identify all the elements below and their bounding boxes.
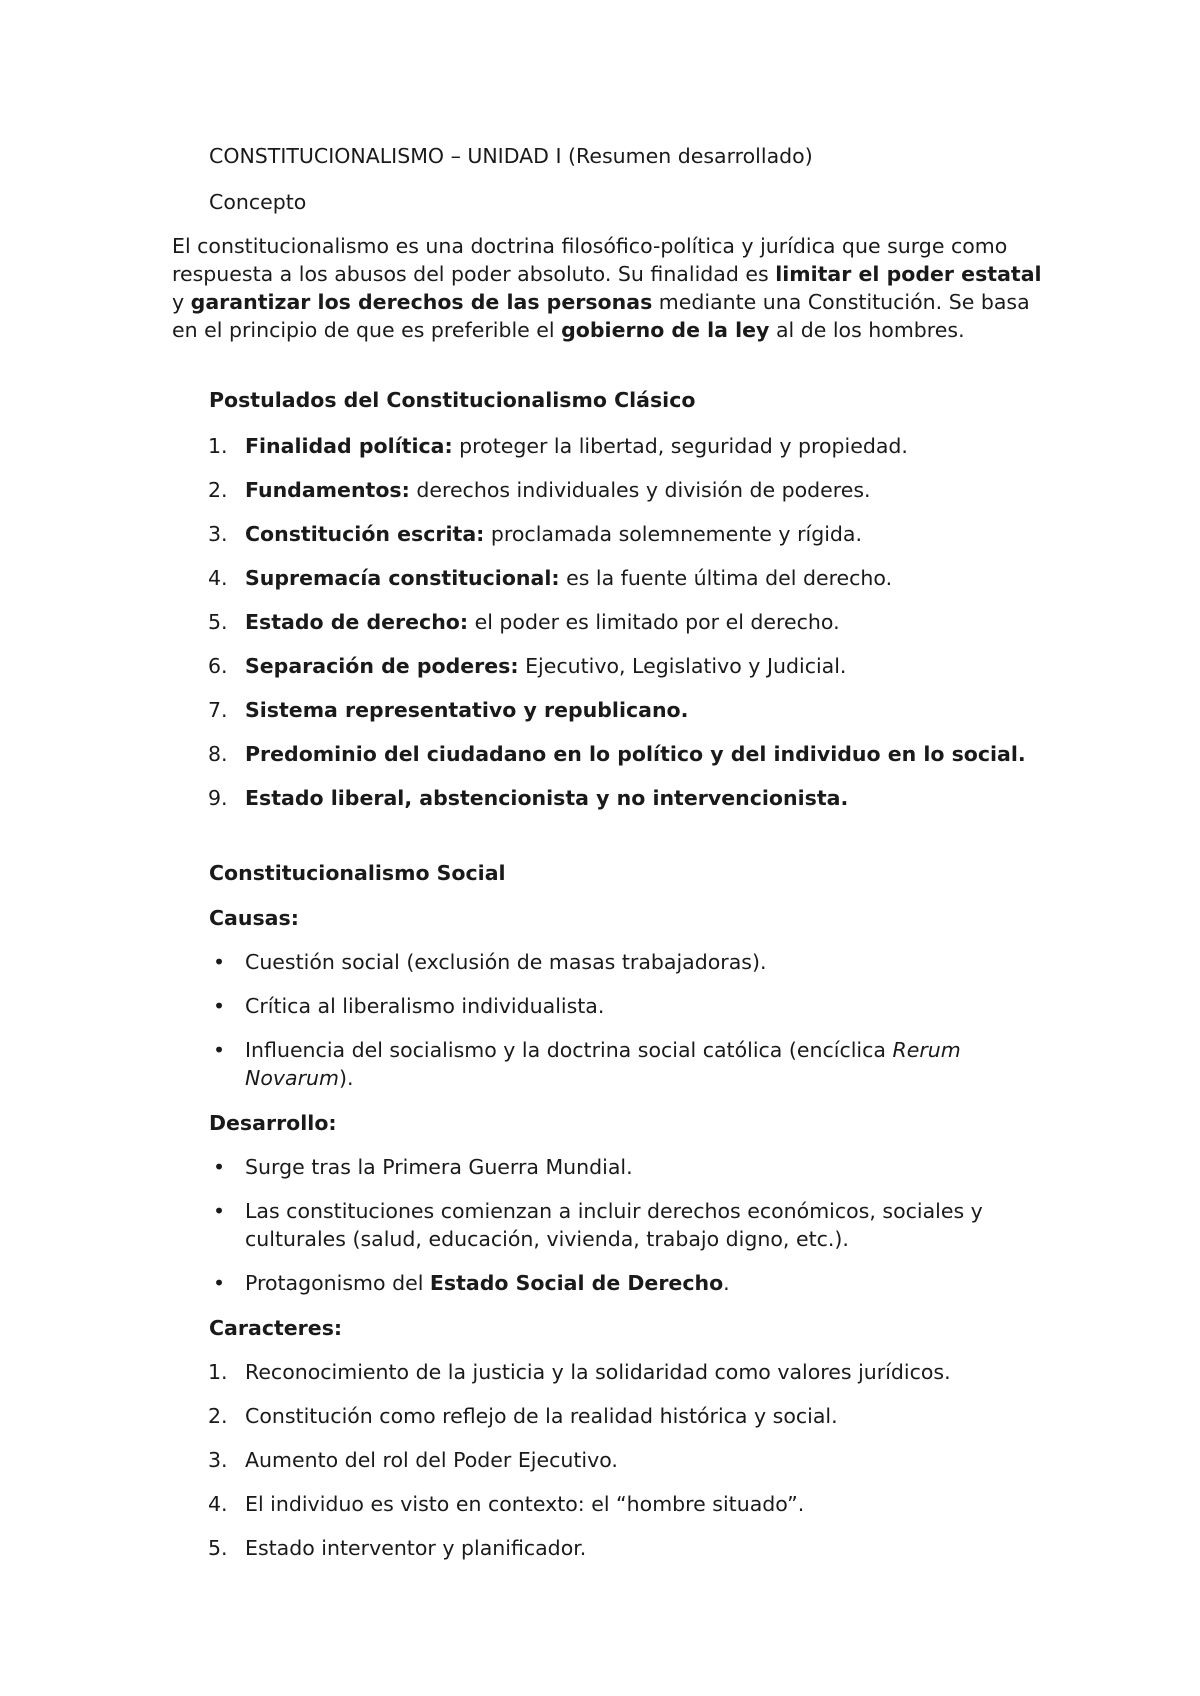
postulado-text: el poder es limitado por el derecho. xyxy=(468,610,840,634)
list-item xyxy=(172,1446,1052,1474)
bullet-icon: • xyxy=(213,950,226,974)
bullet-icon: • xyxy=(213,994,226,1018)
postulado-title: Supremacía constitucional: xyxy=(245,566,560,590)
heading-causas: Causas: xyxy=(209,906,299,930)
heading-postulados: Postulados del Constitucionalismo Clásico xyxy=(209,388,696,412)
list-item xyxy=(172,1490,1052,1518)
list-item xyxy=(172,520,1052,548)
causa-text: Influencia del socialismo y la doctrina social católica (encíclica xyxy=(245,1038,893,1062)
list-item xyxy=(172,1534,1052,1562)
concepto-bold-3: gobierno de la ley xyxy=(561,318,770,342)
desarrollo-after: . xyxy=(723,1271,730,1295)
causa-after: ). xyxy=(338,1066,354,1090)
list-item xyxy=(172,1402,1052,1430)
list-item xyxy=(172,1036,1052,1092)
causa-italic: Rerum Novarum xyxy=(245,1038,961,1090)
list-number: 2. xyxy=(208,1404,228,1428)
list-item xyxy=(172,476,1052,504)
list-item xyxy=(172,564,1052,592)
concepto-text-4: al de los hombres. xyxy=(769,318,965,342)
list-number: 1. xyxy=(208,1360,228,1384)
postulado-text: Ejecutivo, Legislativo y Judicial. xyxy=(518,654,847,678)
list-number: 5. xyxy=(208,1536,228,1560)
caracter-text: Estado interventor y planificador. xyxy=(245,1536,587,1560)
bullet-icon: • xyxy=(213,1038,226,1062)
document-title: CONSTITUCIONALISMO – UNIDAD I (Resumen desarrollado) xyxy=(209,144,813,168)
postulado-text: derechos individuales y división de poderes. xyxy=(409,478,871,502)
caracter-text: Aumento del rol del Poder Ejecutivo. xyxy=(245,1448,618,1472)
list-item xyxy=(172,1358,1052,1386)
caracter-text: Constitución como reflejo de la realidad histórica y social. xyxy=(245,1404,838,1428)
list-item xyxy=(172,740,1052,768)
concepto-text-2: y xyxy=(172,290,191,314)
bullet-icon: • xyxy=(213,1155,226,1179)
postulado-text: proclamada solemnemente y rígida. xyxy=(484,522,862,546)
list-number: 1. xyxy=(208,434,228,458)
list-item xyxy=(172,948,1052,976)
desarrollo-text: Las constituciones comienzan a incluir derechos económicos, sociales y culturales (salud, educación, vivienda, trabajo digno, etc.). xyxy=(245,1199,983,1251)
heading-caracteres: Caracteres: xyxy=(209,1316,343,1340)
causas-list xyxy=(172,948,1052,1108)
concepto-bold-2: garantizar los derechos de las personas xyxy=(190,290,653,314)
postulado-title: Sistema representativo y republicano. xyxy=(245,698,689,722)
list-number: 6. xyxy=(208,654,228,678)
list-number: 5. xyxy=(208,610,228,634)
desarrollo-text: Protagonismo del xyxy=(245,1271,430,1295)
postulado-title: Constitución escrita: xyxy=(245,522,485,546)
caracter-text: El individuo es visto en contexto: el “hombre situado”. xyxy=(245,1492,805,1516)
list-number: 8. xyxy=(208,742,228,766)
list-number: 3. xyxy=(208,522,228,546)
list-item xyxy=(172,1269,1052,1297)
list-item xyxy=(172,696,1052,724)
concepto-bold-1: limitar el poder estatal xyxy=(775,262,1042,286)
postulado-title: Estado liberal, abstencionista y no intervencionista. xyxy=(245,786,849,810)
list-item xyxy=(172,992,1052,1020)
postulado-title: Estado de derecho: xyxy=(245,610,469,634)
list-item xyxy=(172,652,1052,680)
list-number: 3. xyxy=(208,1448,228,1472)
list-item xyxy=(172,432,1052,460)
caracteres-list xyxy=(172,1358,1052,1578)
list-number: 9. xyxy=(208,786,228,810)
postulados-list xyxy=(172,432,1052,828)
list-number: 4. xyxy=(208,566,228,590)
desarrollo-text: Surge tras la Primera Guerra Mundial. xyxy=(245,1155,633,1179)
concepto-paragraph xyxy=(172,232,1052,344)
list-item xyxy=(172,608,1052,636)
postulado-text: proteger la libertad, seguridad y propiedad. xyxy=(452,434,908,458)
list-item xyxy=(172,1153,1052,1181)
heading-concepto: Concepto xyxy=(209,190,307,214)
concepto-text-3: mediante una Constitución. Se basa en el principio de que es preferible el xyxy=(172,290,1030,342)
postulado-title: Fundamentos: xyxy=(245,478,410,502)
causa-text: Crítica al liberalismo individualista. xyxy=(245,994,605,1018)
postulado-text: es la fuente última del derecho. xyxy=(559,566,893,590)
desarrollo-bold: Estado Social de Derecho xyxy=(429,1271,724,1295)
list-number: 4. xyxy=(208,1492,228,1516)
caracter-text: Reconocimiento de la justicia y la solidaridad como valores jurídicos. xyxy=(245,1360,951,1384)
causa-text: Cuestión social (exclusión de masas trabajadoras). xyxy=(245,950,767,974)
desarrollo-list xyxy=(172,1153,1052,1313)
bullet-icon: • xyxy=(213,1271,226,1295)
list-item xyxy=(172,784,1052,812)
heading-desarrollo: Desarrollo: xyxy=(209,1111,337,1135)
list-number: 7. xyxy=(208,698,228,722)
postulado-title: Finalidad política: xyxy=(245,434,453,458)
concepto-text-1: El constitucionalismo es una doctrina filosófico-política y jurídica que surge como respuesta a los abusos del poder absoluto. Su finalidad es xyxy=(172,234,1008,286)
list-number: 2. xyxy=(208,478,228,502)
list-item xyxy=(172,1197,1052,1253)
bullet-icon: • xyxy=(213,1199,226,1223)
heading-constitucionalismo-social: Constitucionalismo Social xyxy=(209,861,506,885)
postulado-title: Separación de poderes: xyxy=(245,654,519,678)
postulado-title: Predominio del ciudadano en lo político y del individuo en lo social. xyxy=(245,742,1026,766)
